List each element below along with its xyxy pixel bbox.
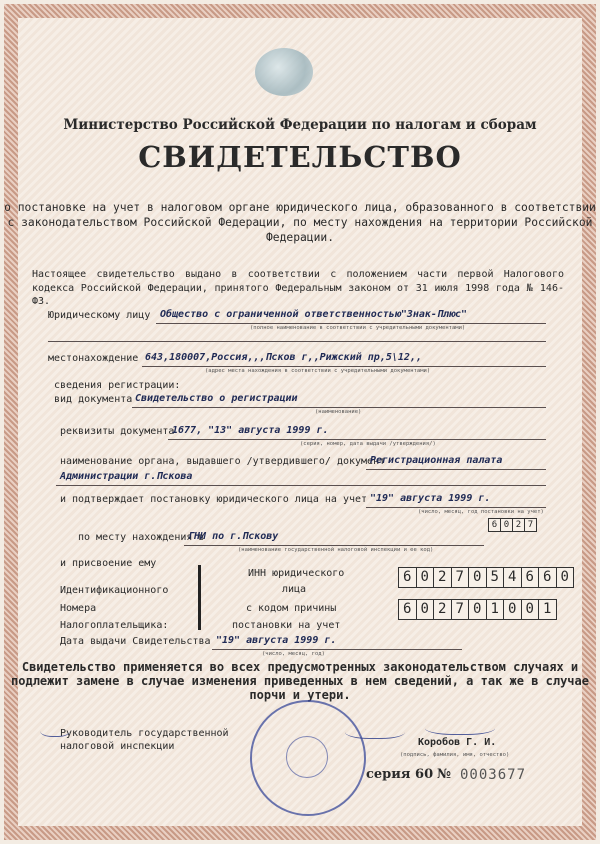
certificate-number: 0003677: [460, 767, 527, 783]
requisites-label: реквизиты документа: [60, 426, 175, 437]
signer-name: Коробов Г. И.: [418, 737, 497, 748]
code-digit: 7: [525, 518, 537, 532]
validity-notice: Свидетельство применяется во всех предусмотренных законодательством случаях и подлежит замене в случае изменения приведенных в нем сведений, а так же в случае порчи и утери.: [11, 660, 589, 702]
confirm-label: и подтверждает постановку юридического лица на учет: [60, 494, 368, 505]
code-digit: 2: [513, 518, 525, 532]
requisites-line: [168, 439, 546, 440]
head-label-1: Руководитель государственной: [60, 728, 229, 739]
confirm-line: [366, 507, 546, 508]
reg-info-label: сведения регистрации:: [54, 380, 181, 391]
inn-boxes: [398, 567, 574, 588]
requisites-hint: (серия, номер, дата выдачи /утверждения/): [300, 441, 436, 447]
inn-digit: 6: [398, 567, 417, 588]
stamp-emblem: [286, 736, 328, 778]
assign-label: и присвоение ему: [60, 558, 157, 569]
inn-label-1: ИНН юридического: [248, 568, 345, 579]
signature: [345, 722, 405, 739]
place-value: ГНИ по г.Пскову: [188, 531, 279, 542]
series-label: серия 60: [366, 767, 434, 782]
kpp-digit: 1: [539, 599, 557, 620]
organ-value-1: Регистрационная палата: [370, 455, 503, 466]
inn-digit: 6: [539, 567, 557, 588]
left-label-3: Налогоплательщика:: [60, 620, 169, 631]
place-label: по месту нахождения в: [78, 532, 205, 543]
doc-type-line: [132, 407, 546, 408]
entity-line: [156, 323, 546, 324]
tax-office-code-boxes: [488, 518, 537, 532]
kpp-boxes: [398, 599, 557, 620]
place-hint: (наименование государственной налоговой инспекции и ее код): [238, 547, 434, 553]
kpp-digit: 0: [469, 599, 487, 620]
location-value: 643,180007,Россия,,,Псков г,,Рижский пр,5\12,,: [145, 352, 422, 363]
entity-line-2: [48, 341, 546, 342]
inn-digit: 0: [557, 567, 575, 588]
issue-hint: (число, месяц, год): [262, 651, 325, 657]
entity-value: Общество с ограниченной ответственностью"Знак-Плюс": [160, 309, 468, 320]
signer-hint: (подпись, фамилия, имя, отчество): [400, 752, 510, 758]
inn-digit: 6: [522, 567, 540, 588]
confirm-hint: (число, месяц, год постановки на учет): [418, 509, 544, 515]
initials-mark: [40, 722, 70, 737]
organ-value-2: Администрации г.Пскова: [60, 471, 193, 482]
inn-label-2: лица: [282, 584, 307, 595]
inn-digit: 5: [487, 567, 505, 588]
ministry-heading: Министерство Российской Федерации по налогам и сборам: [63, 117, 537, 133]
doc-type-label: вид документа: [54, 394, 133, 405]
document-subtitle: о постановке на учет в налоговом органе юридического лица, образованного в соответствии с законодательством Российской Федерации, по месту нахождения на территории Российской Федерации.: [4, 201, 596, 244]
kpp-digit: 2: [434, 599, 452, 620]
hologram-emblem: [255, 48, 313, 96]
kpp-digit: 0: [504, 599, 522, 620]
kpp-digit: 7: [452, 599, 470, 620]
confirm-value: "19" августа 1999 г.: [370, 493, 491, 504]
kpp-digit: 0: [417, 599, 435, 620]
head-label-2: налоговой инспекции: [60, 741, 175, 752]
location-label: местонахождение: [48, 353, 139, 364]
kpp-digit: 6: [398, 599, 417, 620]
doc-type-hint: (наименование): [315, 409, 362, 415]
kpp-digit: 1: [487, 599, 505, 620]
location-hint: (адрес места нахождения в соответствии с учредительными документами): [205, 368, 431, 374]
code-digit: 0: [501, 518, 513, 532]
inn-digit: 0: [469, 567, 487, 588]
entity-label: Юридическому лицу: [48, 310, 151, 321]
requisites-value: 1677, "13" августа 1999 г.: [172, 425, 329, 436]
code-digit: 6: [488, 518, 501, 532]
handwritten-name: [425, 718, 495, 735]
inn-digit: 4: [504, 567, 522, 588]
organ-line-2: [56, 485, 546, 486]
doc-type-value: Свидетельство о регистрации: [135, 393, 298, 404]
issue-label: Дата выдачи Свидетельства: [60, 636, 211, 647]
organ-label: наименование органа, выдавшего /утвердившего/ документ: [60, 456, 386, 467]
intro-paragraph: Настоящее свидетельство выдано в соответствии с положением части первой Налогового кодекса Российской Федерации, принятого Федеральным законом от 31 июля 1998 года № 146-ФЗ.: [32, 269, 564, 307]
kpp-label-2: постановки на учет: [232, 620, 341, 631]
kpp-digit: 0: [522, 599, 540, 620]
number-sign: №: [437, 767, 452, 782]
left-label-2: Номера: [60, 603, 97, 614]
vertical-divider: [198, 565, 201, 630]
inn-digit: 0: [417, 567, 435, 588]
inn-digit: 2: [434, 567, 452, 588]
left-label-1: Идентификационного: [60, 585, 169, 596]
inn-digit: 7: [452, 567, 470, 588]
kpp-label-1: с кодом причины: [246, 603, 337, 614]
issue-value: "19" августа 1999 г.: [216, 635, 337, 646]
location-line: [142, 366, 546, 367]
organ-line-1: [366, 469, 546, 470]
entity-hint: (полное наименование в соответствии с учредительными документами): [250, 325, 466, 331]
place-line: [184, 545, 484, 546]
issue-line: [212, 649, 462, 650]
document-title: СВИДЕТЕЛЬСТВО: [138, 140, 462, 174]
